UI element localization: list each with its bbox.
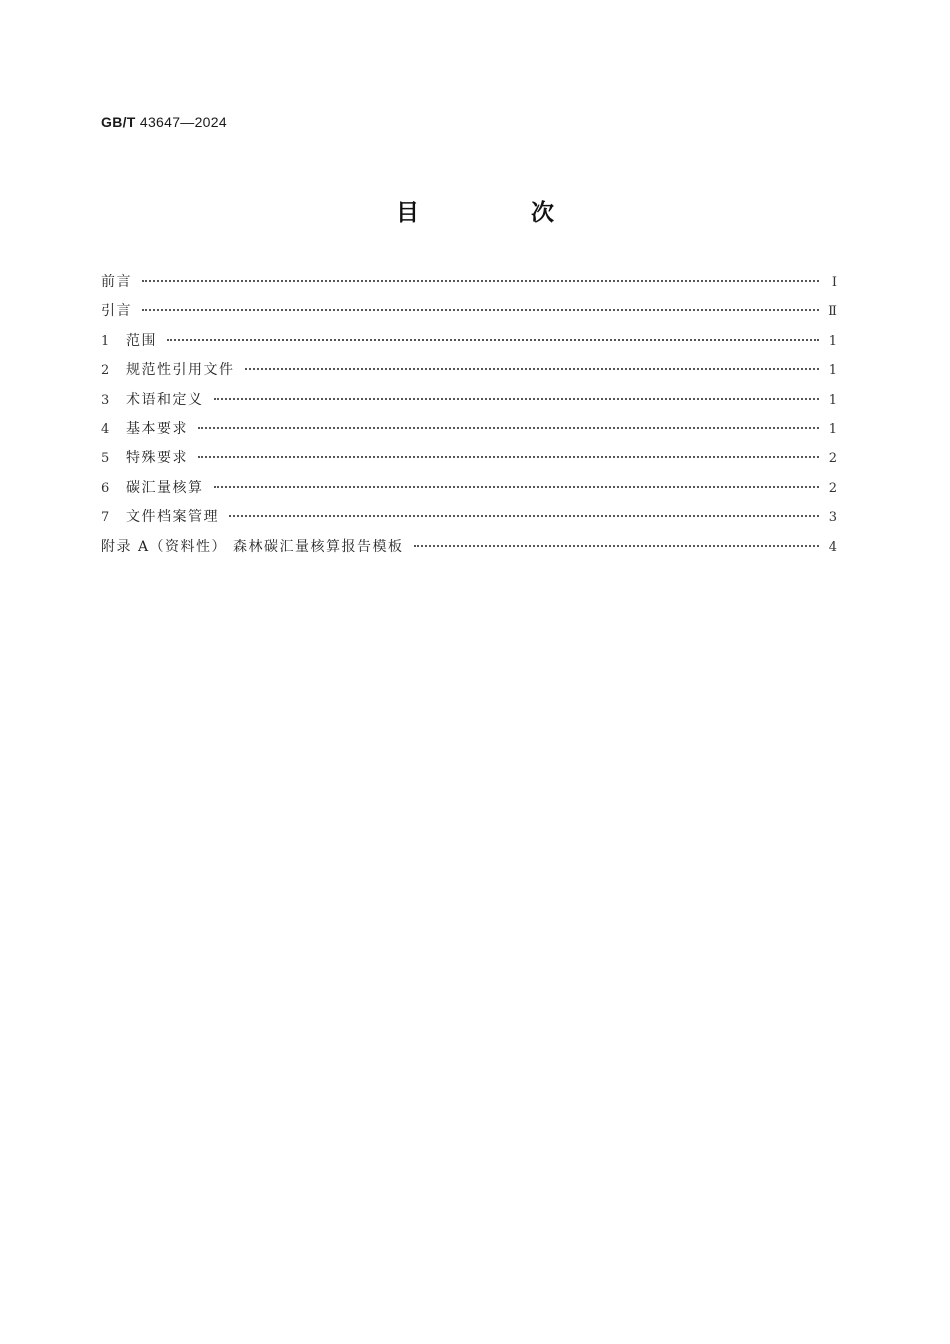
- toc-entry-label: 规范性引用文件: [126, 362, 235, 379]
- standard-code-prefix: GB/T: [101, 114, 136, 130]
- toc-entry-number: 2: [101, 363, 110, 379]
- toc-leader-dots: [214, 486, 820, 488]
- toc-entry-special-requirements[interactable]: [101, 447, 837, 476]
- toc-entry-label: 碳汇量核算: [126, 479, 204, 496]
- toc-entry-number: 3: [101, 392, 110, 408]
- toc-entry-label: 文件档案管理: [126, 509, 219, 526]
- toc-entry-number: 5: [101, 451, 110, 467]
- standard-code-number: 43647—2024: [139, 114, 227, 130]
- toc-entry-number: 6: [101, 480, 110, 496]
- toc-entry-label: 特殊要求: [126, 450, 188, 467]
- toc-entry-page: 1: [828, 333, 837, 349]
- toc-entry-label: 基本要求: [126, 420, 188, 437]
- toc-leader-dots: [198, 427, 819, 429]
- toc-entry-page: 4: [828, 539, 837, 555]
- toc-entry-introduction[interactable]: [101, 300, 837, 329]
- toc-leader-dots: [229, 515, 819, 517]
- toc-entry-label: 前言: [101, 274, 132, 290]
- toc-entry-basic-requirements[interactable]: [101, 418, 837, 447]
- toc-entry-terms-definitions[interactable]: [101, 389, 837, 418]
- standard-code: [101, 114, 227, 130]
- toc-entry-page: 1: [828, 421, 837, 437]
- toc-entry-appendix-a[interactable]: [101, 536, 837, 565]
- toc-entry-number: 1: [101, 333, 110, 349]
- toc-entry-normative-references[interactable]: [101, 359, 837, 388]
- toc-entry-number: 4: [101, 421, 110, 437]
- toc-entry-label: 引言: [101, 303, 132, 320]
- toc-entry-carbon-sink-accounting[interactable]: [101, 477, 837, 506]
- toc-leader-dots: [142, 309, 819, 311]
- toc-leader-dots: [142, 280, 819, 282]
- page-title: 目 次: [395, 200, 606, 226]
- toc-entry-document-archive-management[interactable]: [101, 506, 837, 535]
- toc-entry-page: 1: [828, 363, 837, 379]
- toc-entry-page: Ⅰ: [831, 275, 837, 290]
- toc-leader-dots: [167, 339, 819, 341]
- toc-entry-label: 附录 A（资料性） 森林碳汇量核算报告模板: [101, 538, 404, 555]
- toc-leader-dots: [198, 456, 819, 458]
- toc-entry-foreword[interactable]: [101, 271, 837, 300]
- toc-leader-dots: [414, 545, 819, 547]
- toc-entry-page: Ⅱ: [828, 304, 837, 320]
- toc-entry-page: 3: [828, 510, 837, 526]
- toc-entry-scope[interactable]: [101, 330, 837, 359]
- toc-entry-page: 2: [828, 451, 837, 467]
- table-of-contents: [101, 271, 837, 565]
- toc-entry-label: 范围: [126, 332, 157, 349]
- toc-entry-page: 1: [828, 392, 837, 408]
- toc-entry-page: 2: [828, 480, 837, 496]
- toc-leader-dots: [245, 368, 820, 370]
- toc-leader-dots: [214, 398, 820, 400]
- toc-entry-label: 术语和定义: [126, 391, 204, 408]
- toc-entry-number: 7: [101, 510, 110, 526]
